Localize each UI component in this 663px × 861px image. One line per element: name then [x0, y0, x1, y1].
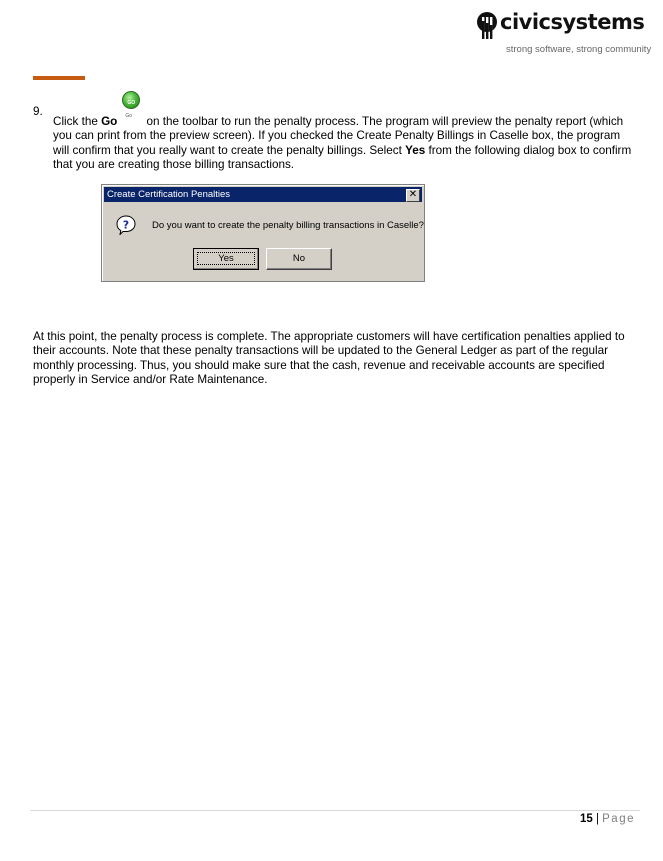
go-icon-text: GO: [127, 100, 136, 106]
logo-mark-icon: [476, 11, 498, 41]
question-glyph: ?: [122, 218, 130, 232]
logo-tagline: strong software, strong community: [506, 44, 652, 55]
step-number: 9.: [33, 105, 43, 118]
page-number: [580, 813, 635, 825]
step-text: [53, 100, 638, 173]
accent-bar: [33, 76, 85, 80]
page-label: Page: [602, 813, 635, 825]
step-text-part: from the following dialog box to confirm that you are creating those billing transactions.: [53, 143, 632, 172]
create-penalties-dialog: [101, 184, 425, 282]
go-label: Go: [101, 115, 118, 128]
civicsystems-logo: [476, 10, 652, 60]
dialog-title: Create Certification Penalties: [107, 189, 231, 200]
no-button[interactable]: No: [266, 248, 332, 270]
dialog-title-bar: [104, 187, 422, 202]
page-separator: |: [592, 813, 603, 825]
yes-label: Yes: [405, 143, 426, 157]
summary-paragraph: At this point, the penalty process is complete. The appropriate customers will have certification penalties applied to their accounts. Note that these penalty transactions will be updated to the General Ledger as part of the regular monthly processing. Thus, you should make sure that the cash, revenue and receivable accounts are specified properly in Service and/or Rate Maintenance.: [33, 330, 625, 387]
close-icon[interactable]: ✕: [406, 189, 420, 202]
dialog-message: Do you want to create the penalty billing transactions in Caselle?: [152, 220, 424, 231]
yes-button-label: Yes: [198, 253, 254, 264]
step-text-part: Click the: [53, 115, 102, 128]
question-icon: [116, 215, 136, 235]
go-icon-caption: Go: [125, 113, 132, 119]
step-text-part: on the toolbar to run the penalty process. The program will preview the penalty report (which you can print from the preview screen). If you checked the Create Penalty Billings in Caselle box, the program will confirm that you really want to create the penalty billings. Select: [53, 115, 624, 157]
logo-name: civicsystems: [500, 10, 645, 34]
go-icon: [119, 100, 141, 127]
footer-divider: [30, 810, 640, 811]
page-number-value: 15: [579, 813, 593, 825]
yes-button[interactable]: [193, 248, 259, 270]
